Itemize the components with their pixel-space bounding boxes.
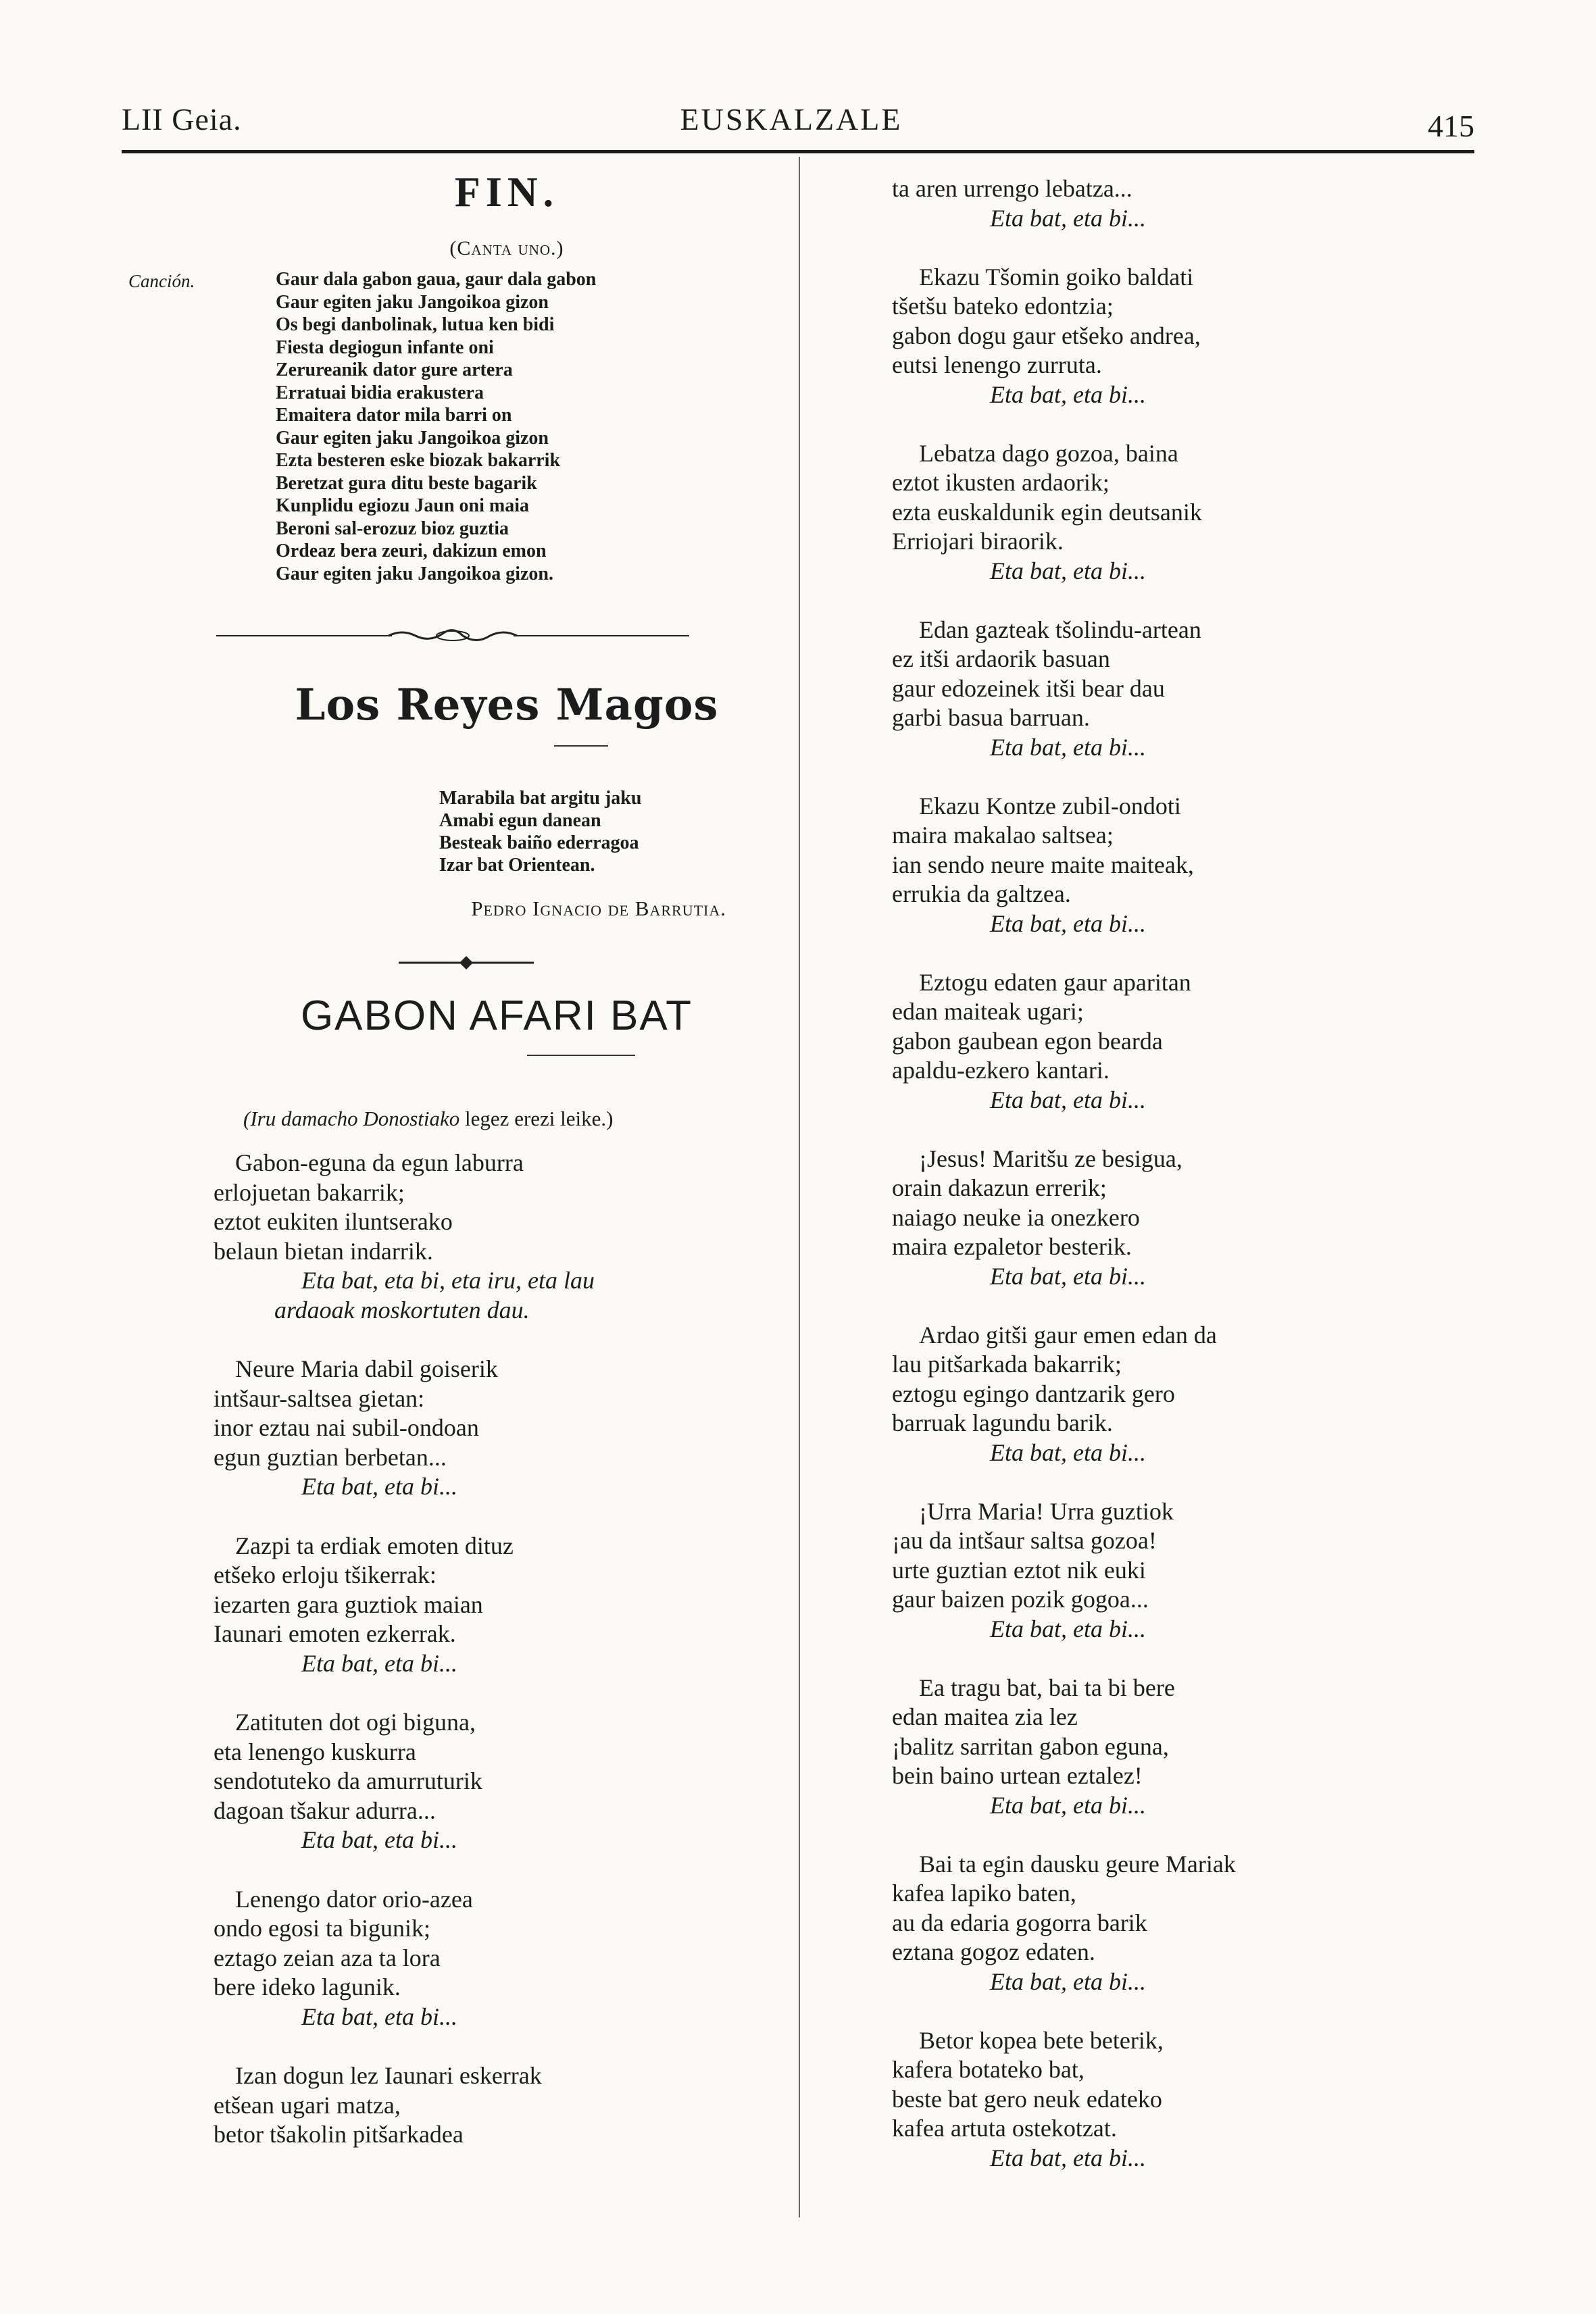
refrain-line: Eta bat, eta bi... [990,1438,1146,1466]
stanza-line: Ea tragu bat, bai ta bi bere [919,1674,1175,1701]
stanza-line: Edan gazteak tšolindu-artean [919,615,1201,643]
subtitle-italic: (Iru damacho Donostiako [243,1107,460,1130]
header-rule [122,150,1474,153]
stanza [892,439,1487,586]
stanza-line: Neure Maria dabil goiserik [235,1355,498,1382]
stanza-line: orain dakazun errerik; [892,1174,1107,1201]
stanza [892,174,1487,233]
refrain-line: Eta bat, eta bi... [990,557,1146,584]
stanza-line: kafera botateko bat, [892,2056,1084,2083]
poem-line: Beretzat gura ditu beste bagarik [276,472,537,494]
stanza-line: Erriojari biraorik. [892,528,1064,555]
gabon-title: GABON AFARI BAT [300,992,693,1039]
stanza-line: eztago zeian aza ta lora [214,1944,441,1971]
stanza-line: ez itši ardaorik basuan [892,645,1110,672]
refrain-line: Eta bat, eta bi... [990,204,1146,232]
refrain-line: ardaoak moskortuten dau. [274,1296,530,1324]
poem-line: Besteak baiño ederragoa [439,832,639,853]
stanza [892,792,1487,939]
refrain-line: Eta bat, eta bi... [301,1826,457,1853]
stanza [214,1532,784,1679]
poem-line: Beroni sal-erozuz bioz guztia [276,518,509,539]
refrain-line: Eta bat, eta bi... [990,380,1146,408]
stanza-line: lau pitšarkada bakarrik; [892,1351,1122,1378]
title-rule [554,745,608,747]
stanza-line: bein baino urtean eztalez! [892,1762,1143,1789]
poem-line: Gaur egiten jaku Jangoikoa gizon. [276,563,553,584]
diamond-rule-icon [399,955,534,971]
refrain-line: Eta bat, eta bi... [990,733,1146,761]
stanza-line: Gabon-eguna da egun laburra [235,1149,524,1176]
ornament-icon [216,626,689,646]
stanza-line: Zazpi ta erdiak emoten dituz [235,1532,514,1559]
refrain-line: Eta bat, eta bi... [990,1791,1146,1819]
fin-poem [276,268,784,585]
left-column [122,169,784,2180]
stanza-line: eztot eukiten iluntserako [214,1208,453,1235]
refrain-line: Eta bat, eta bi... [990,1967,1146,1995]
stanza-line: Ekazu Tšomin goiko baldati [919,263,1194,291]
stanza-line: eutsi lenengo zurruta. [892,351,1102,378]
stanza [214,1885,784,2032]
stanza-line: ¡Urra Maria! Urra guztiok [919,1497,1174,1525]
poem-line: Os begi danbolinak, lutua ken bidi [276,314,555,335]
poem-line: Ezta besteren eske biozak bakarrik [276,450,561,471]
stanza [892,263,1487,410]
diamond-divider [122,955,784,975]
stanza [892,968,1487,1115]
title-rule [527,1055,635,1056]
stanza [892,2026,1487,2173]
stanza [892,615,1487,763]
refrain-line: Eta bat, eta bi... [301,1473,457,1500]
page-header [122,101,1474,149]
stanza-line: ta aren urrengo lebatza... [892,175,1132,202]
stanza-line: Ardao gitši gaur emen edan da [919,1321,1217,1349]
stanza-line: kafea lapiko baten, [892,1880,1076,1907]
refrain-line: Eta bat, eta bi... [301,2003,457,2030]
stanza-line: bere ideko lagunik. [214,1973,401,2001]
stanza-line: eta lenengo kuskurra [214,1738,416,1765]
stanza-line: naiago neuke ia onezkero [892,1203,1140,1231]
right-stanzas [892,174,1487,2173]
stanza-line: ¡au da intšaur saltsa gozoa! [892,1527,1157,1554]
stanza-line: ¡Jesus! Maritšu ze besigua, [919,1145,1182,1172]
gabon-subtitle [243,1107,784,1131]
stanza-line: garbi basua barruan. [892,704,1090,731]
stanza-line: barruak lagundu barik. [892,1409,1113,1436]
stanza-line: egun guztian berbetan... [214,1443,447,1471]
stanza-line: dagoan tšakur adurra... [214,1796,436,1824]
stanza-line: Lebatza dago gozoa, baina [919,439,1178,467]
stanza-line: Ekazu Kontze zubil-ondoti [919,792,1181,820]
stanza [892,1674,1487,1821]
stanza-line: maira ezpaletor besterik. [892,1233,1132,1260]
refrain-line: Eta bat, eta bi... [990,2144,1146,2171]
reyes-poem [439,787,784,876]
refrain-line: Eta bat, eta bi... [990,1615,1146,1642]
stanza-line: maira makalao saltsea; [892,822,1114,849]
stanza-line: belaun bietan indarrik. [214,1237,433,1265]
canta-uno: (Canta uno.) [449,237,564,259]
stanza-line: iezarten gara guztiok maian [214,1590,483,1618]
stanza-line: etšeko erloju tšikerrak: [214,1561,437,1588]
stanza-line: gabon dogu gaur etšeko andrea, [892,322,1201,349]
stanza-line: gabon gaubean egon bearda [892,1027,1163,1055]
stanza-line: sendotuteko da amurruturik [214,1767,482,1794]
stanza [214,1355,784,1502]
poem-line: Gaur egiten jaku Jangoikoa gizon [276,291,549,313]
stanza-line: beste bat gero neuk edateko [892,2085,1162,2113]
stanza-line: Betor kopea bete beterik, [919,2026,1164,2054]
stanza-line: edan maiteak ugari; [892,998,1084,1025]
stanza [892,1850,1487,1997]
stanza-line: tšetšu bateko edontzia; [892,293,1114,320]
stanza-line: urte guztian eztot nik euki [892,1556,1146,1584]
stanza [214,1708,784,1855]
refrain-line: Eta bat, eta bi... [990,1086,1146,1113]
stanza-line: Izan dogun lez Iaunari eskerrak [235,2062,542,2089]
ornament-divider [122,626,784,653]
refrain-line: Eta bat, eta bi... [301,1649,457,1677]
stanza-line: apaldu-ezkero kantari. [892,1057,1109,1084]
poem-line: Ordeaz bera zeuri, dakizun emon [276,540,547,561]
left-stanzas [214,1149,784,2150]
stanza [214,2061,784,2150]
poem-line: Izar bat Orientean. [439,855,595,876]
stanza-line: eztana gogoz edaten. [892,1938,1095,1965]
poem-line: Erratuai bidia erakustera [276,382,484,403]
stanza-line: erlojuetan bakarrik; [214,1178,405,1206]
poem-line: Marabila bat argitu jaku [439,788,642,809]
stanza-line: inor eztau nai subil-ondoan [214,1414,479,1441]
stanza-line: eztot ikusten ardaorik; [892,469,1109,496]
author-credit: Pedro Ignacio de Barrutia. [471,897,726,920]
poem-line: Fiesta degiogun infante oni [276,336,494,358]
stanza-line: Iaunari emoten ezkerrak. [214,1620,456,1647]
stanza-line: betor tšakolin pitšarkadea [214,2121,464,2148]
subtitle-rest: legez erezi leike.) [459,1107,614,1130]
stanza-line: etšean ugari matza, [214,2091,401,2119]
stanza-line: Eztogu edaten gaur aparitan [919,968,1191,996]
refrain-line: Eta bat, eta bi... [990,1262,1146,1290]
poem-line: Zerureanik dator gure artera [276,359,513,380]
stanza-line: gaur edozeinek itši bear dau [892,674,1165,702]
stanza-line: gaur baizen pozik gogoa... [892,1586,1149,1613]
stanza [892,1321,1487,1468]
journal-title: EUSKALZALE [680,102,903,136]
stanza-line: au da edaria gogorra barik [892,1909,1147,1936]
stanza-line: Zatituten dot ogi biguna, [235,1709,476,1736]
refrain-line: Eta bat, eta bi, eta iru, eta lau [301,1267,595,1294]
poem-line: Emaitera dator mila barri on [276,405,512,426]
volume-number: LII Geia. [122,102,242,136]
refrain-line: Eta bat, eta bi... [990,909,1146,937]
fin-title: FIN. [454,170,559,216]
stanza [892,1497,1487,1644]
cancion-label: Canción. [128,271,195,291]
stanza-line: ondo egosi ta bigunik; [214,1915,430,1942]
stanza-line: Bai ta egin dausku geure Mariak [919,1850,1236,1878]
stanza-line: edan maitea zia lez [892,1703,1078,1730]
poem-line: Kunplidu egiozu Jaun oni maia [276,495,530,516]
stanza-line: errukia da galtzea. [892,880,1071,907]
right-column [892,174,1487,2203]
stanza-line: ian sendo neure maite maiteak, [892,851,1194,878]
stanza [214,1149,784,1325]
stanza-line: kafea artuta ostekotzat. [892,2115,1117,2142]
stanza-line: ¡balitz sarritan gabon eguna, [892,1732,1169,1760]
page-number: 415 [1428,109,1474,143]
poem-line: Gaur dala gabon gaua, gaur dala gabon [276,269,597,290]
poem-line: Gaur egiten jaku Jangoikoa gizon [276,427,549,449]
stanza [892,1145,1487,1292]
stanza-line: Lenengo dator orio-azea [235,1885,473,1913]
cancion-section [122,268,784,585]
stanza-line: intšaur-saltsea gietan: [214,1384,425,1412]
stanza-line: eztogu egingo dantzarik gero [892,1380,1175,1407]
stanza-line: ezta euskaldunik egin deutsanik [892,498,1202,526]
poem-line: Amabi egun danean [439,810,601,831]
reyes-title: Los Reyes Magos [295,680,719,730]
column-divider [799,157,800,2217]
